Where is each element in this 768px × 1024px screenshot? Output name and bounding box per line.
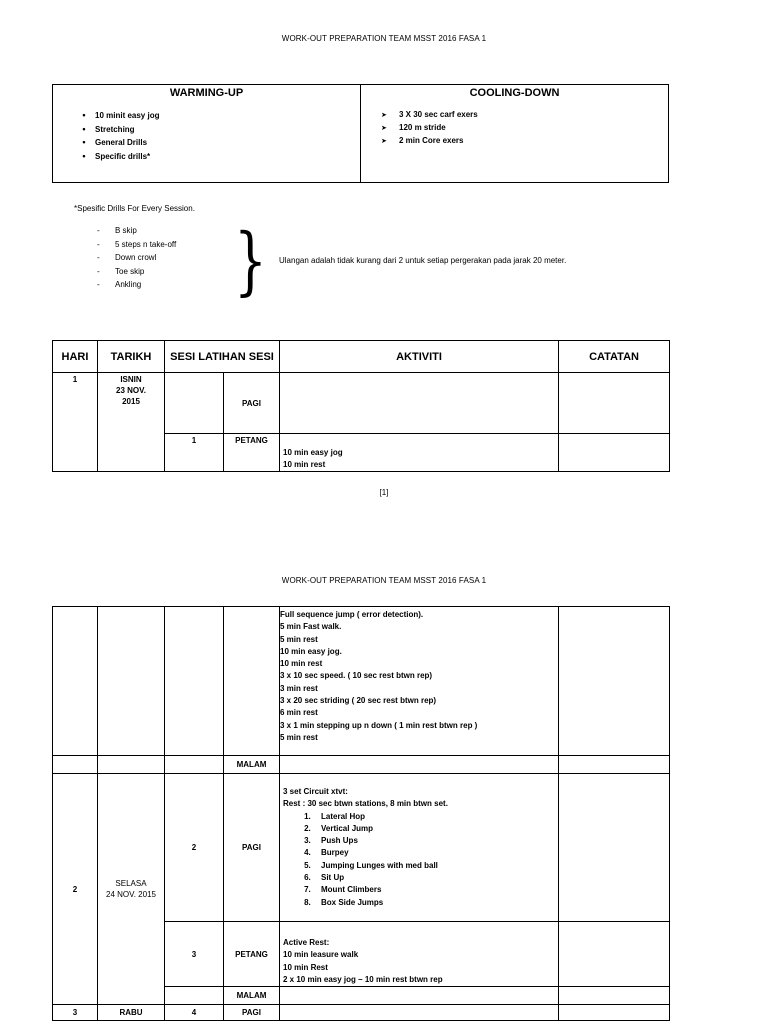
activity-line: 10 min leasure walk (283, 950, 359, 960)
drills-note-title: *Spesific Drills For Every Session. (74, 204, 195, 213)
list-item (97, 251, 176, 265)
activity-line: 5 min Fast walk. (280, 622, 342, 632)
list-item: 8. Box Side Jumps (313, 897, 558, 909)
activity-line: 3 x 1 min stepping up n down ( 1 min rest btwn rep ) (280, 720, 478, 730)
drill-label: Ankling (115, 280, 142, 289)
drill-label: 5 steps n take-off (115, 239, 177, 249)
catatan-cell (559, 774, 670, 922)
activity-line: 3 set Circuit xtvt: (283, 787, 348, 796)
header-sesi: SESI LATIHAN SESI (165, 341, 280, 373)
sesi-number-cell: 3 (165, 922, 224, 987)
aktiviti-cell (280, 373, 559, 434)
sesi-number-cell (165, 987, 224, 1005)
list-item: 3. Push Ups (313, 835, 558, 847)
tarikh-cell (98, 607, 165, 756)
list-item: • General Drills (59, 136, 159, 150)
aktiviti-cell (280, 434, 559, 472)
session-pagi: PAGI (224, 373, 280, 434)
activity-line: 5 min rest (280, 732, 318, 742)
activity-line: 10 min rest (280, 659, 323, 669)
list-item: 1. Lateral Hop (313, 811, 558, 823)
list-item: 5. Jumping Lunges with med ball (313, 860, 558, 872)
list-item: • 10 minit easy jog (59, 109, 159, 123)
sesi-number-cell (165, 373, 224, 434)
hari-cell: 3 (53, 1005, 98, 1021)
session-petang: PETANG (224, 434, 280, 472)
session-cell (224, 607, 280, 756)
day-label: SELASA (115, 879, 147, 889)
header-aktiviti: AKTIVITI (280, 341, 559, 373)
aktiviti-cell (280, 987, 559, 1005)
list-item: ➤ 120 m stride (371, 122, 478, 135)
sesi-number-cell: 1 (165, 434, 224, 472)
catatan-cell (559, 434, 670, 472)
activity-line: 3 x 20 sec striding ( 20 sec rest btwn rep) (280, 696, 437, 706)
table-row (53, 373, 670, 434)
list-item: 2. Vertical Jump (313, 823, 558, 835)
session-pagi: PAGI (224, 774, 280, 922)
hari-cell: 2 (53, 774, 98, 1005)
activity-line: Rest : 30 sec btwn stations, 8 min btwn set. (283, 799, 448, 809)
year-label: 2015 (122, 397, 140, 406)
table-row (53, 1005, 670, 1021)
sesi-number-cell: 2 (165, 774, 224, 922)
tarikh-cell (98, 373, 165, 472)
catatan-cell (559, 922, 670, 987)
aktiviti-cell (280, 756, 559, 774)
activity-line: 2 x 10 min easy jog – 10 min rest btwn rep (283, 974, 443, 984)
hari-cell (53, 607, 98, 756)
sesi-number-cell (165, 607, 224, 756)
date-label: 23 NOV. (116, 386, 146, 395)
curly-brace: } (234, 218, 267, 304)
catatan-cell (559, 373, 670, 434)
schedule-table (52, 340, 670, 472)
activity-line: 10 min easy jog (283, 448, 343, 457)
warmup-list (59, 109, 159, 163)
catatan-cell (559, 756, 670, 774)
drill-label: Toe skip (115, 266, 145, 276)
activity-line: Active Rest: (283, 938, 330, 947)
table-row (53, 774, 670, 922)
header-hari: HARI (53, 341, 98, 373)
session-petang: PETANG (224, 922, 280, 987)
header-tarikh: TARIKH (98, 341, 165, 373)
list-item: • Specific drills* (59, 150, 159, 164)
list-item (97, 238, 176, 252)
list-item: 4. Burpey (313, 847, 558, 859)
table-row (53, 607, 670, 756)
hari-cell: 1 (53, 373, 98, 472)
tarikh-cell (98, 774, 165, 1005)
activity-line: 10 min easy jog. (280, 646, 342, 656)
page-title: WORK-OUT PREPARATION TEAM MSST 2016 FASA 1 (281, 576, 487, 585)
activity-line: 3 x 10 sec speed. ( 10 sec rest btwn rep) (280, 671, 433, 681)
list-item: 7. Mount Climbers (313, 884, 558, 896)
list-item (97, 278, 176, 292)
table-row (53, 756, 670, 774)
circuit-list (283, 811, 558, 909)
activity-line: Full sequence jump ( error detection). (280, 610, 424, 619)
warmup-cooldown-box (52, 84, 669, 183)
list-item: ➤ 3 X 30 sec carf exers (371, 109, 478, 122)
list-item: 6. Sit Up (313, 872, 558, 884)
aktiviti-cell (280, 922, 559, 987)
activity-line: 10 min rest (283, 460, 326, 469)
list-item (97, 224, 176, 238)
cooldown-list (371, 109, 478, 148)
session-pagi: PAGI (224, 1005, 280, 1021)
catatan-cell (559, 987, 670, 1005)
list-item (97, 265, 176, 279)
sesi-number-cell (165, 756, 224, 774)
list-item: • Stretching (59, 123, 159, 137)
activity-line: 5 min rest (280, 634, 318, 644)
activity-line: 10 min Rest (283, 962, 328, 972)
hari-cell (53, 756, 98, 774)
warmup-header: WARMING-UP (169, 87, 244, 99)
activity-line: 3 min rest (280, 683, 318, 693)
day-label: ISNIN (120, 375, 142, 384)
page-title: WORK-OUT PREPARATION TEAM MSST 2016 FASA 1 (281, 34, 487, 43)
drills-list (97, 224, 176, 292)
aktiviti-cell (280, 607, 559, 756)
tarikh-cell (98, 756, 165, 774)
catatan-cell (559, 607, 670, 756)
drill-label: B skip (115, 226, 137, 235)
drill-label: Down crowl (115, 253, 157, 262)
header-catatan: CATATAN (559, 341, 670, 373)
activity-line: 6 min rest (280, 708, 318, 718)
list-item: ➤ 2 min Core exers (371, 135, 478, 148)
session-malam: MALAM (224, 987, 280, 1005)
repetition-note: Ulangan adalah tidak kurang dari 2 untuk setiap pergerakan pada jarak 20 meter. (279, 256, 567, 265)
aktiviti-cell (280, 774, 559, 922)
session-malam: MALAM (224, 756, 280, 774)
tarikh-cell: RABU (98, 1005, 165, 1021)
cooldown-header: COOLING-DOWN (469, 87, 560, 99)
divider (360, 85, 361, 182)
catatan-cell (559, 1005, 670, 1021)
date-label: 24 NOV. 2015 (106, 890, 156, 900)
sesi-number-cell: 4 (165, 1005, 224, 1021)
page-number: [1] (379, 488, 389, 497)
schedule-table-continued (52, 606, 670, 1021)
aktiviti-cell (280, 1005, 559, 1021)
